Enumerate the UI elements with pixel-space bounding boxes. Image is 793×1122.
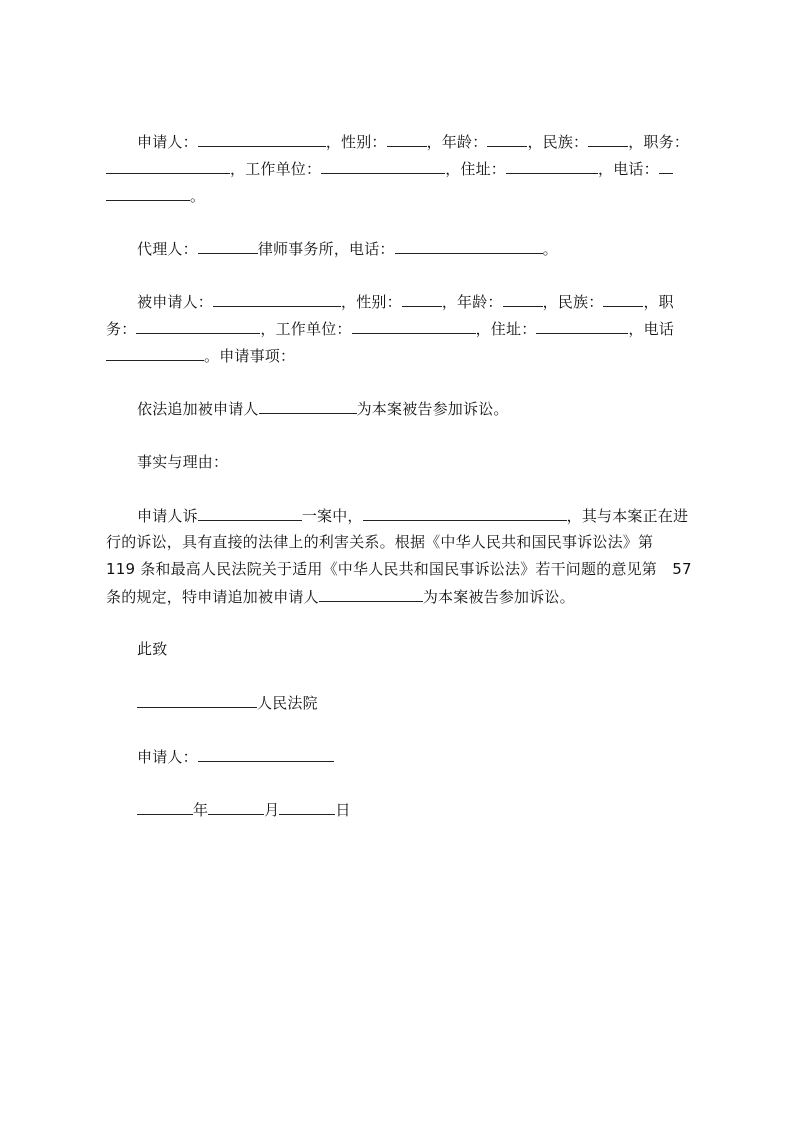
reasons-text-1: 申请人诉 xyxy=(137,507,198,525)
request-text-end: 为本案被告参加诉讼。 xyxy=(356,400,509,418)
applicant-ethnicity-blank[interactable] xyxy=(588,131,628,147)
respondent-address-label: ，住址： xyxy=(475,320,537,338)
request-text-start: 依法追加被申请人 xyxy=(137,400,259,418)
respondent-phone-blank[interactable] xyxy=(106,345,204,361)
applicant-end: 。 xyxy=(190,187,206,205)
respondent-line-3 xyxy=(106,345,706,366)
applicant-name-label: 申请人： xyxy=(137,133,198,151)
agent-firm-label: 律师事务所，电话： xyxy=(257,240,395,258)
respondent-ethnicity-blank[interactable] xyxy=(603,291,643,307)
court-name-blank[interactable] xyxy=(137,692,257,708)
date-day-blank[interactable] xyxy=(279,799,335,815)
reasons-line-2: 行的诉讼，具有直接的法律上的利害关系。根据《中华人民共和国民事诉讼法》第 xyxy=(106,533,654,551)
agent-label: 代理人： xyxy=(137,240,198,258)
signature-line xyxy=(137,746,737,767)
respondent-employer-label: ，工作单位： xyxy=(260,320,352,338)
respondent-phone-label: ，电话 xyxy=(628,320,675,338)
agent-end: 。 xyxy=(542,240,558,258)
applicant-employer-label: ，工作单位： xyxy=(230,160,322,178)
court-line xyxy=(137,692,737,713)
court-suffix: 人民法院 xyxy=(257,694,318,712)
applicant-address-blank[interactable] xyxy=(506,158,598,174)
agent-line xyxy=(137,238,737,259)
applicant-gender-label: ，性别： xyxy=(325,133,387,151)
signature-label: 申请人： xyxy=(137,748,198,766)
reasons-line-3: 119 条和最高人民法院关于适用《中华人民共和国民事诉讼法》若干问题的意见第 57 xyxy=(106,560,692,578)
respondent-age-blank[interactable] xyxy=(503,291,543,307)
applicant-gender-blank[interactable] xyxy=(387,131,427,147)
request-respondent-blank[interactable] xyxy=(259,398,357,414)
respondent-gender-label: ，性别： xyxy=(341,293,402,311)
applicant-line-3 xyxy=(106,185,706,206)
reasons-case-blank[interactable] xyxy=(198,505,302,521)
applicant-age-label: ，年龄： xyxy=(426,133,488,151)
respondent-employer-blank[interactable] xyxy=(352,318,476,334)
agent-phone-blank[interactable] xyxy=(395,238,543,254)
request-items-heading: 。申请事项： xyxy=(204,347,296,365)
applicant-employer-blank[interactable] xyxy=(321,158,445,174)
reasons-text-4: 条的规定，特申请追加被申请人 xyxy=(106,588,319,606)
reasons-text-3: ，其与本案正在进 xyxy=(566,507,689,525)
respondent-line-1 xyxy=(137,291,737,312)
date-year-label: 年 xyxy=(193,801,209,819)
respondent-name-label: 被申请人： xyxy=(137,293,214,311)
respondent-name-blank[interactable] xyxy=(213,291,341,307)
date-month-blank[interactable] xyxy=(208,799,264,815)
signature-blank[interactable] xyxy=(198,746,334,762)
agent-firm-blank[interactable] xyxy=(198,238,258,254)
respondent-gender-blank[interactable] xyxy=(402,291,442,307)
respondent-line-2 xyxy=(106,318,706,339)
reasons-respondent-blank[interactable] xyxy=(319,586,423,602)
request-line xyxy=(137,398,737,419)
reasons-line-1 xyxy=(137,505,737,526)
applicant-name-blank[interactable] xyxy=(198,131,326,147)
respondent-position-label-start: ，职 xyxy=(643,293,674,311)
reasons-matter-blank[interactable] xyxy=(363,505,567,521)
respondent-address-blank[interactable] xyxy=(536,318,628,334)
respondent-position-label-end: 务： xyxy=(106,320,137,338)
salutation: 此致 xyxy=(137,640,168,658)
applicant-phone-blank-end[interactable] xyxy=(106,185,190,201)
applicant-position-blank[interactable] xyxy=(106,158,230,174)
applicant-age-blank[interactable] xyxy=(487,131,527,147)
date-day-label: 日 xyxy=(335,801,351,819)
applicant-position-label: ，职务： xyxy=(628,133,690,151)
date-year-blank[interactable] xyxy=(137,799,193,815)
date-line xyxy=(137,799,737,820)
respondent-ethnicity-label: ，民族： xyxy=(542,293,604,311)
applicant-address-label: ，住址： xyxy=(445,160,507,178)
reasons-text-5: 为本案被告参加诉讼。 xyxy=(422,588,575,606)
applicant-line-2 xyxy=(106,158,706,179)
reasons-text-2: 一案中， xyxy=(301,507,363,525)
applicant-phone-label: ，电话： xyxy=(598,160,659,178)
applicant-ethnicity-label: ，民族： xyxy=(527,133,589,151)
applicant-line-1 xyxy=(137,131,737,152)
applicant-phone-blank-start[interactable] xyxy=(659,158,673,174)
respondent-position-blank[interactable] xyxy=(136,318,260,334)
date-month-label: 月 xyxy=(264,801,280,819)
reasons-line-4 xyxy=(106,586,706,607)
respondent-age-label: ，年龄： xyxy=(441,293,503,311)
facts-heading: 事实与理由： xyxy=(137,453,229,471)
